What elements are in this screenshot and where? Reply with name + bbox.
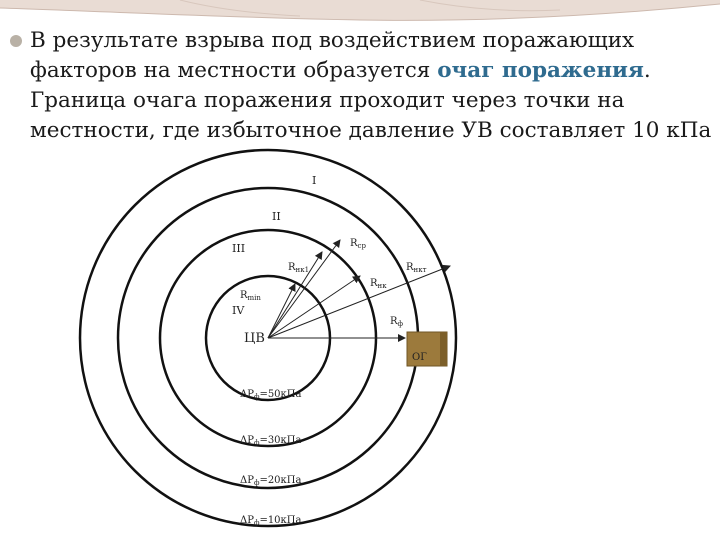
text-line-4: местности, где избыточное давление УВ составляет 10 кПа [30,118,712,143]
text-line-2 [8,56,720,86]
text-line-1: В результате взрыва под воздействием поражающих [30,28,635,53]
text-line-2-end: . [643,58,651,83]
center-label: ЦВ [244,331,265,346]
pressure-30-prefix: ΔP [240,435,254,446]
object-building-shade [440,332,447,366]
label-r-min-main: R [240,290,248,301]
pressure-50-value: =50кПа [259,389,302,400]
zone-label-4: IV [232,304,245,317]
pressure-10-prefix: ΔP [240,515,254,526]
text-line-3: Граница очага поражения проходит через точки на [30,88,625,113]
pressure-30-sub: ф [253,439,260,447]
radius-arrow-min [268,284,295,338]
label-r-sr [350,238,366,250]
label-r-nk-sub: нк [377,282,387,290]
label-r-sr-sub: ср [357,242,366,250]
label-r-min-sub: min [247,294,261,302]
label-r-nk1-main: R [288,262,296,273]
label-r-f [390,316,404,328]
pressure-10-value: =10кПа [259,515,302,526]
pressure-label-50 [240,389,302,401]
label-r-nk1 [288,262,309,274]
label-r-nk2-sub: нкт [413,266,427,274]
object-label: ОГ [412,352,427,363]
slide-text [8,26,720,146]
label-r-f-sub: ф [397,320,404,328]
pressure-30-value: =30кПа [259,435,302,446]
pressure-50-prefix: ΔP [240,389,254,400]
pressure-label-10 [240,515,302,527]
text-line-2-start: факторов на местности образуется [30,58,438,83]
label-r-min [240,290,261,302]
pressure-20-value: =20кПа [259,475,302,486]
damage-zone-diagram [60,148,490,540]
label-r-nk-main: R [370,278,378,289]
label-r-nk1-sub: нк1 [295,266,310,274]
pressure-20-prefix: ΔP [240,475,254,486]
pressure-20-sub: ф [253,479,260,487]
zone-label-2: II [272,210,281,223]
bullet-icon [10,35,22,47]
pressure-label-20 [240,475,302,487]
label-r-nk [370,278,387,290]
pressure-10-sub: ф [253,519,260,527]
label-r-nk2 [406,262,427,274]
label-r-f-main: R [390,316,398,327]
pressure-50-sub: ф [253,393,260,401]
zone-label-1: I [312,174,317,187]
label-r-sr-main: R [350,238,358,249]
highlight-term: очаг поражения [437,58,644,83]
label-r-nk2-main: R [406,262,414,273]
pressure-label-30 [240,435,302,447]
zone-label-3: III [232,242,246,255]
